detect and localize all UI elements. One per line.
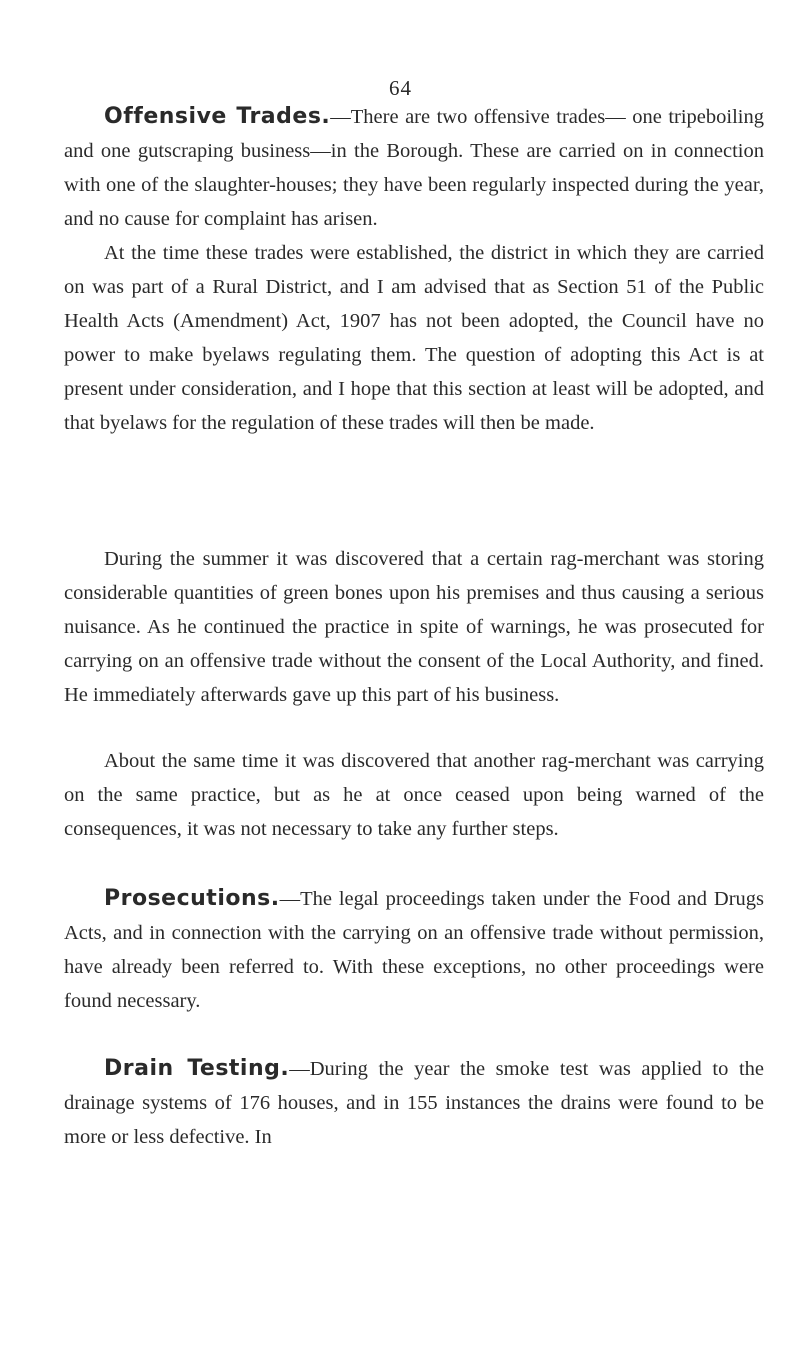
green-bones-section [64,542,764,712]
prosecutions-paragraph [64,882,764,1018]
byelaws-paragraph: At the time these trades were established, the district in which they are carried on was part of a Rural District, and I am advised that as Section 51 of the Public Health Acts (Amendment) Act, 1907 has not been adopted, the Council have no power to make byelaws regulating them. The question of adopting this Act is at present under consideration, and I hope that this section at least will be adopted, and that byelaws for the regulation of these trades will then be made. [64,242,764,434]
offensive-trades-section [64,100,764,236]
page-number: 64 [389,76,412,100]
prosecutions-text: —The legal proceedings taken under the Food and Drugs Acts, and in connection with the carrying on an offensive trade without permission, have already been referred to. With these exceptions, no other proceedings were found necessary. [64,888,764,1012]
offensive-trades-heading: Offensive Trades. [104,104,331,129]
offensive-trades-text: —There are two offensive trades— one tripeboiling and one gutscraping business—in the Borough. These are carried on in connection with one of the slaughter-houses; they have been regularly inspected during the year, and no cause for complaint has arisen. [64,106,764,230]
prosecutions-section [64,882,764,1018]
byelaws-section [64,236,764,440]
prosecutions-heading: Prosecutions. [104,886,280,911]
drain-testing-text: —During the year the smoke test was applied to the drainage systems of 176 houses, and in 155 instances the drains were found to be more or less defective. In [64,1058,765,1148]
drain-testing-section [64,1052,764,1154]
drain-testing-heading: Drain Testing. [104,1056,290,1081]
offensive-trades-paragraph [64,100,764,236]
second-rag-merchant-paragraph: About the same time it was discovered that another rag-merchant was carrying on the same practice, but as he at once ceased upon being warned of the consequences, it was not necessary to take any further steps. [64,750,764,840]
green-bones-paragraph: During the summer it was discovered that a certain rag-merchant was storing considerable quantities of green bones upon his premises and thus causing a serious nuisance. As he continued the practice in spite of warnings, he was prosecuted for carrying on an offensive trade without the consent of the Local Authority, and fined. He immediately afterwards gave up this part of his business. [64,548,764,706]
second-rag-merchant-section [64,744,764,846]
drain-testing-paragraph [64,1052,764,1154]
